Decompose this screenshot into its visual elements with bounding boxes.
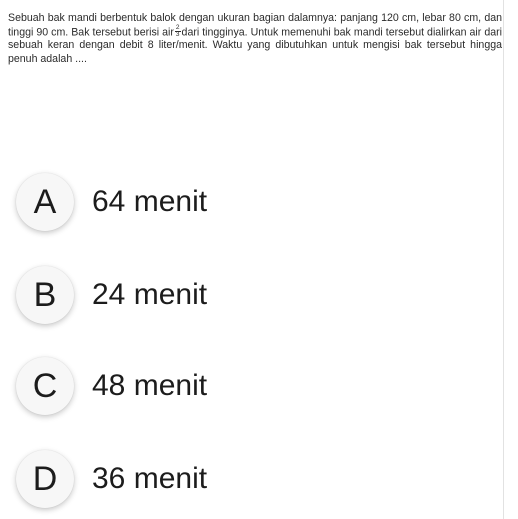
option-a-letter-button[interactable]: A bbox=[16, 173, 74, 231]
question-part-1: Sebuah bak mandi berbentuk balok dengan ukuran bagian dalamnya: panjang 120 cm, lebar 80 cm, dan tinggi 90 cm. Bak tersebut berisi air bbox=[8, 12, 502, 38]
question-text bbox=[8, 12, 502, 67]
fraction bbox=[175, 25, 181, 38]
fraction-denominator: 3 bbox=[175, 30, 180, 38]
option-b-answer[interactable]: 24 menit bbox=[92, 278, 208, 311]
option-a-answer[interactable]: 64 menit bbox=[92, 185, 208, 218]
option-b[interactable] bbox=[16, 266, 496, 326]
option-b-letter-button[interactable]: B bbox=[16, 266, 74, 324]
option-c-letter-button[interactable]: C bbox=[16, 357, 74, 415]
option-d[interactable] bbox=[16, 450, 496, 510]
fraction-numerator: 2 bbox=[175, 23, 180, 31]
option-c-answer[interactable]: 48 menit bbox=[92, 369, 208, 402]
option-d-letter-button[interactable]: D bbox=[16, 450, 74, 508]
option-c[interactable] bbox=[16, 357, 496, 417]
page-divider bbox=[503, 0, 504, 519]
option-d-answer[interactable]: 36 menit bbox=[92, 462, 208, 495]
question-part-2: dari tingginya. Untuk memenuhi bak mandi tersebut dialirkan air dari sebuah keran dengan debit 8 liter/menit. Waktu yang dibutuhkan untuk mengisi bak tersebut hingga penuh adalah .... bbox=[8, 25, 502, 66]
option-a[interactable] bbox=[16, 173, 496, 233]
